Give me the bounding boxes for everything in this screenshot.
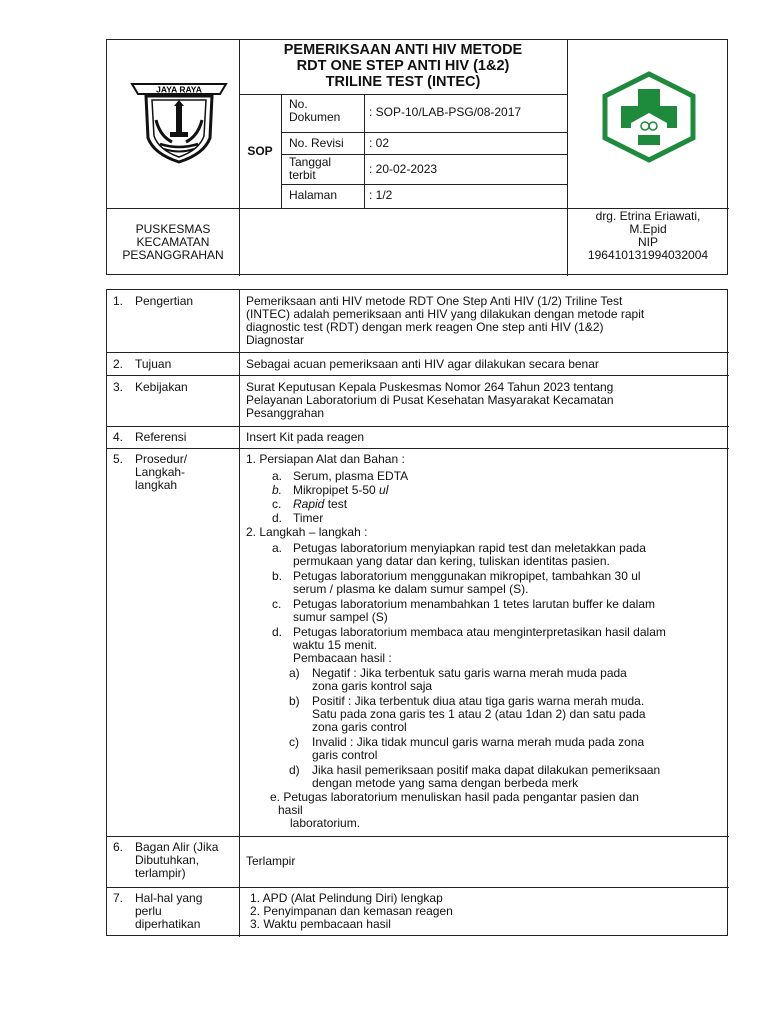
section-text-reference: Insert Kit pada reagen — [246, 430, 365, 444]
section-text-definition: Pemeriksaan anti HIV metode RDT One Step Anti HIV (1/2) Triline Test (INTEC) adalah pemeriksaan anti HIV yang dilakukan dengan metode rapit diagnostic test (RDT) dengan merk reagen One step anti HIV (1&2) Diagnostar — [246, 294, 645, 347]
step-item-marker: b. — [272, 569, 283, 583]
sop-content-table: 1. Pengertian Pemeriksaan anti HIV metode RDT One Step Anti HIV (1/2) Triline Test (INTEC) adalah pemeriksaan anti HIV yang dilakukan dengan metode rapit diagnostic test (RDT) dengan merk reagen One step anti HIV (1&2) Diagnostar 2. Tujuan Sebagai acuan pemeriksaan anti HIV agar dilakukan secara benar 3. Kebijakan Surat Keputusan Kepala Puskesmas Nomor 264 Tahun 2023 tentang Pelayanan Laboratorium di Pusat Kesehatan Masyarakat Kecamatan Pesanggrahan 4. Referensi Insert Kit pada reagen 5. Prosedur/ Langkah- langkah 1. Persiapan Alat dan Bahan : a. Serum, plasma EDTA b. Mikropipet 5-50 ul c. Rapid test d. Timer 2. Langkah – langkah : a. Petugas laboratorium menyiapkan rapid test dan meletakkan pada permukaan yang datar dan kering, tuliskan identitas pasien. b. Petugas laboratorium menggunakan mikropipet, tambahkan 30 ul serum / plasma ke dalam sumur sampel (S). c. Petugas laboratorium menambahkan 1 tetes larutan buffer ke dalam sumur sampel (S) d. Petugas laboratorium membaca atau menginterpretasikan hasil dalam waktu 15 menit. Pembacaan hasil : a) Negatif : Jika terbentuk satu garis warna merah muda pada zona garis kontrol saja b) Positif : Jika terbentuk diua atau tiga garis warna merah muda. Satu pada zona garis tes 1 atau 2 (atau 1dan 2) dan satu pada zona garis control c) Invalid : Jika tidak muncul garis warna merah muda pada zona garis control d) Jika hasil pemeriksaan positif maka dapat dilakukan pemeriksaan dengan metode yang sama dengan berbeda merk e. Petugas laboratorium menuliskan hasil pada pengantar pasien dan hasil laboratorium. 6. Bagan Alir (Jika Dibutuhkan, terlampir) Terlampir 7. Hal-hal yang perlu diperhatikan 1. APD (Alat Pelindung Diri) lengkap 2. Penyimpanan dan kemasan reagen 3. Waktu pembacaan hasil — [106, 289, 728, 936]
sop-label: SOP — [247, 144, 273, 158]
procedure-step-2-title: 2. Langkah – langkah : — [246, 525, 368, 539]
document-title — [239, 40, 567, 94]
divider — [239, 290, 240, 937]
meta-label-page: Halaman — [289, 188, 338, 202]
divider — [107, 426, 729, 427]
result-item: Negatif : Jika terbentuk satu garis warna merah muda pada zona garis kontrol saja — [312, 666, 627, 693]
divider — [107, 887, 729, 888]
step-item: Petugas laboratorium membaca atau menginterpretasikan hasil dalam waktu 15 menit. Pembacaan hasil : — [293, 625, 666, 665]
prep-item-marker: b. — [272, 483, 283, 497]
divider — [107, 448, 729, 449]
result-marker: a) — [289, 666, 300, 680]
divider — [281, 184, 567, 185]
prep-item: Mikropipet 5-50 ul — [293, 483, 389, 497]
step-item-marker: d. — [272, 625, 283, 639]
title-line: TRILINE TEST (INTEC) — [325, 74, 481, 90]
divider — [239, 94, 567, 95]
step-item: Petugas laboratorium menambahkan 1 tetes larutan buffer ke dalam sumur sampel (S) — [293, 597, 655, 624]
sop-header-table — [106, 39, 728, 275]
jakarta-emblem-logo — [124, 80, 234, 165]
section-text-policy: Surat Keputusan Kepala Puskesmas Nomor 264 Tahun 2023 tentang Pelayanan Laboratorium di Pusat Kesehatan Masyarakat Kecamatan Pesanggrahan — [246, 380, 614, 420]
section-text-purpose: Sebagai acuan pemeriksaan anti HIV agar dilakukan secara benar — [246, 357, 599, 371]
meta-value-document-no: : SOP-10/LAB-PSG/08-2017 — [369, 105, 522, 119]
step-item: Petugas laboratorium menggunakan mikropipet, tambahkan 30 ul serum / plasma ke dalam sumur sampel (S). — [293, 569, 641, 596]
meta-value-issue-date: : 20-02-2023 — [369, 162, 438, 176]
divider — [107, 352, 729, 353]
meta-value-page: : 1/2 — [369, 188, 393, 202]
divider — [364, 94, 365, 208]
divider — [107, 836, 729, 837]
puskesmas-name: PUSKESMAS KECAMATAN PESANGGRAHAN — [122, 221, 224, 262]
step-item-marker: a. — [272, 541, 283, 555]
list-item: 1. APD (Alat Pelindung Diri) lengkap — [250, 891, 443, 905]
result-item: Positif : Jika terbentuk diua atau tiga garis warna merah muda. Satu pada zona garis tes 1 atau 2 (atau 1dan 2) dan satu pada zona garis control — [312, 694, 646, 734]
title-line: PEMERIKSAAN ANTI HIV METODE — [283, 42, 523, 58]
prep-item-marker: a. — [272, 469, 283, 483]
title-line: RDT ONE STEP ANTI HIV (1&2) — [296, 58, 510, 74]
meta-label-document-no: No. Dokumen — [289, 97, 341, 124]
list-item: 3. Waktu pembacaan hasil — [250, 917, 391, 931]
meta-value-revision: : 02 — [369, 136, 390, 150]
prep-item-marker: c. — [272, 497, 282, 511]
step-item-marker: c. — [272, 597, 282, 611]
prep-item: Timer — [293, 511, 324, 525]
section-list-notes — [250, 892, 726, 931]
section-text-flowchart: Terlampir — [246, 854, 296, 868]
divider — [281, 94, 282, 208]
list-item: 2. Penyimpanan dan kemasan reagen — [250, 904, 453, 918]
step-item: Petugas laboratorium menyiapkan rapid test dan meletakkan pada permukaan yang datar dan kering, tuliskan identitas pasien. — [293, 541, 646, 568]
logo-motto: JAYA RAYA — [156, 84, 202, 95]
result-item: Invalid : Jika tidak muncul garis warna merah muda pada zona garis control — [312, 735, 645, 762]
result-marker: d) — [289, 763, 300, 777]
result-item: Jika hasil pemeriksaan positif maka dapat dilakukan pemeriksaan dengan metode yang sama dengan berbeda merk — [312, 763, 661, 790]
prep-item: Serum, plasma EDTA — [293, 469, 409, 483]
meta-label-revision: No. Revisi — [289, 136, 344, 150]
meta-label-issue-date: Tanggal terbit — [289, 155, 332, 182]
divider — [107, 375, 729, 376]
step-item-e: e. Petugas laboratorium menuliskan hasil pada pengantar pasien dan hasil laboratorium. — [270, 790, 639, 830]
procedure-step-1-title: 1. Persiapan Alat dan Bahan : — [246, 452, 405, 466]
prep-item: Rapid test — [293, 497, 348, 511]
puskesmas-logo — [601, 71, 697, 163]
divider — [281, 132, 567, 133]
prep-item-marker: d. — [272, 511, 283, 525]
result-marker: c) — [289, 735, 299, 749]
result-marker: b) — [289, 694, 300, 708]
signatory-block: drg. Etrina Eriawati, M.Epid NIP 196410131994032004 — [587, 209, 709, 262]
